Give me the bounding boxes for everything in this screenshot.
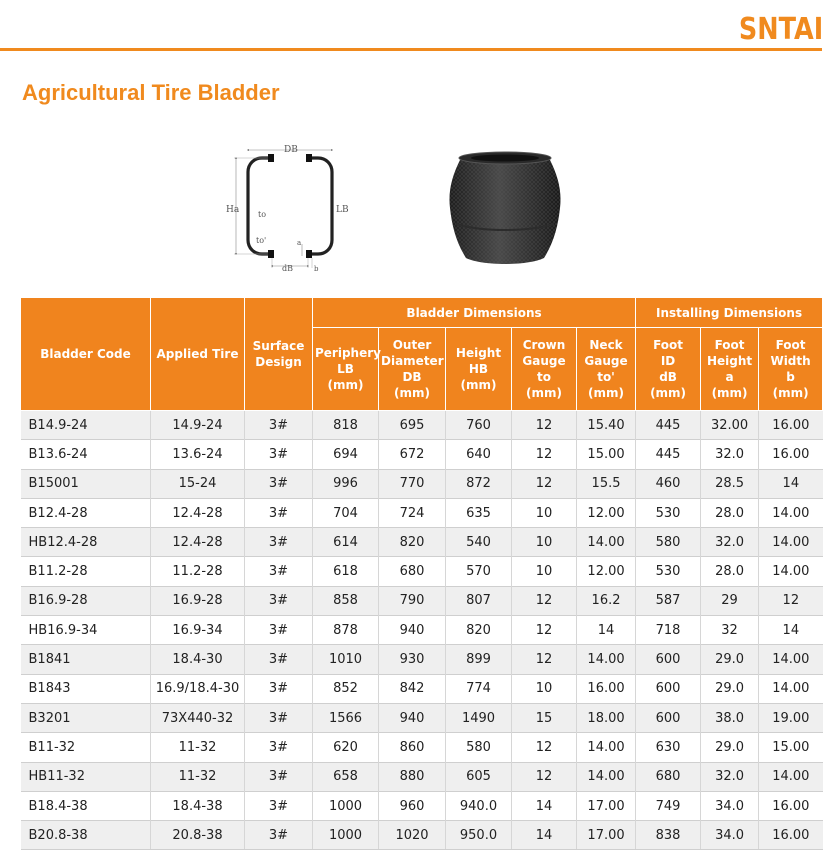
cell-outer-diameter: 1020 <box>379 821 446 850</box>
cell-bladder-code: B1843 <box>21 674 151 703</box>
bladder-product-image <box>442 146 568 272</box>
cell-neck-gauge: 15.40 <box>577 411 636 440</box>
cell-foot-id: 838 <box>636 821 701 850</box>
col-foot-height: Foot Height a (mm) <box>701 328 759 411</box>
cell-applied-tire: 16.9-34 <box>151 616 245 645</box>
cell-foot-id: 680 <box>636 762 701 791</box>
group-installing-dimensions: Installing Dimensions <box>636 298 823 328</box>
col-foot-id: Foot ID dB (mm) <box>636 328 701 411</box>
cell-periphery: 1000 <box>313 791 379 820</box>
cell-foot-width: 16.00 <box>759 821 823 850</box>
cell-applied-tire: 11-32 <box>151 762 245 791</box>
table-row <box>21 469 823 498</box>
cell-periphery: 996 <box>313 469 379 498</box>
cell-crown-gauge: 12 <box>512 645 577 674</box>
cell-foot-id: 600 <box>636 645 701 674</box>
cell-outer-diameter: 940 <box>379 703 446 732</box>
cell-outer-diameter: 680 <box>379 557 446 586</box>
col-applied-tire: Applied Tire <box>151 298 245 411</box>
cell-foot-width: 14 <box>759 469 823 498</box>
cell-surface-design: 3# <box>245 528 313 557</box>
cell-foot-height: 34.0 <box>701 791 759 820</box>
cell-foot-id: 749 <box>636 791 701 820</box>
label-db-bottom: dB <box>282 264 293 272</box>
cell-applied-tire: 15-24 <box>151 469 245 498</box>
cell-bladder-code: B3201 <box>21 703 151 732</box>
cell-crown-gauge: 14 <box>512 791 577 820</box>
cell-height: 774 <box>446 674 512 703</box>
cell-foot-height: 29.0 <box>701 674 759 703</box>
cell-neck-gauge: 14.00 <box>577 645 636 674</box>
cell-bladder-code: B16.9-28 <box>21 586 151 615</box>
cell-applied-tire: 18.4-38 <box>151 791 245 820</box>
cell-crown-gauge: 12 <box>512 586 577 615</box>
cell-height: 635 <box>446 498 512 527</box>
cell-bladder-code: B20.8-38 <box>21 821 151 850</box>
cell-outer-diameter: 695 <box>379 411 446 440</box>
table-row <box>21 616 823 645</box>
cell-height: 807 <box>446 586 512 615</box>
cell-surface-design: 3# <box>245 557 313 586</box>
cell-crown-gauge: 10 <box>512 674 577 703</box>
table-row <box>21 762 823 791</box>
cell-neck-gauge: 14.00 <box>577 762 636 791</box>
cell-foot-width: 12 <box>759 586 823 615</box>
cell-neck-gauge: 17.00 <box>577 791 636 820</box>
group-bladder-dimensions: Bladder Dimensions <box>313 298 636 328</box>
cell-neck-gauge: 14 <box>577 616 636 645</box>
label-a: a <box>297 239 302 247</box>
cell-foot-width: 14.00 <box>759 645 823 674</box>
label-to: to <box>258 210 267 219</box>
table-row <box>21 440 823 469</box>
cell-foot-width: 16.00 <box>759 440 823 469</box>
cell-height: 570 <box>446 557 512 586</box>
cell-neck-gauge: 18.00 <box>577 703 636 732</box>
cell-foot-height: 28.0 <box>701 557 759 586</box>
cell-height: 760 <box>446 411 512 440</box>
cell-crown-gauge: 12 <box>512 616 577 645</box>
cell-periphery: 1010 <box>313 645 379 674</box>
cell-crown-gauge: 10 <box>512 528 577 557</box>
cell-crown-gauge: 10 <box>512 557 577 586</box>
cell-bladder-code: HB16.9-34 <box>21 616 151 645</box>
cell-crown-gauge: 12 <box>512 733 577 762</box>
cell-bladder-code: B1841 <box>21 645 151 674</box>
cell-neck-gauge: 15.5 <box>577 469 636 498</box>
cell-surface-design: 3# <box>245 616 313 645</box>
cell-foot-id: 587 <box>636 586 701 615</box>
cell-periphery: 658 <box>313 762 379 791</box>
table-row <box>21 528 823 557</box>
cell-periphery: 858 <box>313 586 379 615</box>
cell-foot-id: 460 <box>636 469 701 498</box>
cell-foot-width: 16.00 <box>759 791 823 820</box>
cell-foot-id: 445 <box>636 440 701 469</box>
cell-surface-design: 3# <box>245 498 313 527</box>
cell-applied-tire: 73X440-32 <box>151 703 245 732</box>
cell-applied-tire: 11-32 <box>151 733 245 762</box>
cell-neck-gauge: 16.00 <box>577 674 636 703</box>
cell-outer-diameter: 820 <box>379 528 446 557</box>
cell-periphery: 614 <box>313 528 379 557</box>
cell-bladder-code: B13.6-24 <box>21 440 151 469</box>
cell-foot-height: 29.0 <box>701 733 759 762</box>
cell-neck-gauge: 16.2 <box>577 586 636 615</box>
table-row <box>21 557 823 586</box>
cell-foot-width: 14.00 <box>759 528 823 557</box>
cell-foot-id: 718 <box>636 616 701 645</box>
cell-neck-gauge: 17.00 <box>577 821 636 850</box>
col-height: Height HB (mm) <box>446 328 512 411</box>
cell-bladder-code: B15001 <box>21 469 151 498</box>
cell-foot-height: 32.0 <box>701 528 759 557</box>
cell-foot-height: 28.0 <box>701 498 759 527</box>
cell-outer-diameter: 770 <box>379 469 446 498</box>
cell-periphery: 618 <box>313 557 379 586</box>
cell-outer-diameter: 842 <box>379 674 446 703</box>
cell-periphery: 878 <box>313 616 379 645</box>
brand-logo: SNTAI <box>738 12 823 47</box>
cell-neck-gauge: 12.00 <box>577 498 636 527</box>
cell-surface-design: 3# <box>245 674 313 703</box>
table-row <box>21 674 823 703</box>
cell-crown-gauge: 10 <box>512 498 577 527</box>
cell-foot-id: 600 <box>636 703 701 732</box>
cell-surface-design: 3# <box>245 762 313 791</box>
cell-surface-design: 3# <box>245 586 313 615</box>
cell-neck-gauge: 12.00 <box>577 557 636 586</box>
cell-foot-width: 15.00 <box>759 733 823 762</box>
cell-surface-design: 3# <box>245 411 313 440</box>
col-periphery: Periphery LB (mm) <box>313 328 379 411</box>
cell-bladder-code: B12.4-28 <box>21 498 151 527</box>
table-row <box>21 411 823 440</box>
cell-height: 640 <box>446 440 512 469</box>
cell-foot-id: 630 <box>636 733 701 762</box>
cell-height: 872 <box>446 469 512 498</box>
cell-periphery: 852 <box>313 674 379 703</box>
cell-foot-width: 14.00 <box>759 557 823 586</box>
cell-height: 580 <box>446 733 512 762</box>
cell-height: 950.0 <box>446 821 512 850</box>
cell-neck-gauge: 14.00 <box>577 733 636 762</box>
cell-applied-tire: 13.6-24 <box>151 440 245 469</box>
cell-foot-id: 580 <box>636 528 701 557</box>
page-title: Agricultural Tire Bladder <box>22 80 280 105</box>
cell-applied-tire: 18.4-30 <box>151 645 245 674</box>
cell-surface-design: 3# <box>245 821 313 850</box>
cell-crown-gauge: 12 <box>512 440 577 469</box>
col-foot-width: Foot Width b (mm) <box>759 328 823 411</box>
cell-crown-gauge: 12 <box>512 762 577 791</box>
cell-outer-diameter: 940 <box>379 616 446 645</box>
cell-foot-width: 14.00 <box>759 498 823 527</box>
cell-foot-height: 32 <box>701 616 759 645</box>
cell-bladder-code: HB12.4-28 <box>21 528 151 557</box>
cell-surface-design: 3# <box>245 469 313 498</box>
cell-periphery: 694 <box>313 440 379 469</box>
cell-bladder-code: B11-32 <box>21 733 151 762</box>
cell-outer-diameter: 930 <box>379 645 446 674</box>
cell-applied-tire: 11.2-28 <box>151 557 245 586</box>
cell-foot-height: 29 <box>701 586 759 615</box>
label-db-top: DB <box>284 145 298 155</box>
cell-applied-tire: 16.9-28 <box>151 586 245 615</box>
label-b: b <box>314 265 319 272</box>
cell-periphery: 620 <box>313 733 379 762</box>
cell-crown-gauge: 12 <box>512 469 577 498</box>
cell-applied-tire: 14.9-24 <box>151 411 245 440</box>
cell-height: 1490 <box>446 703 512 732</box>
table-row <box>21 733 823 762</box>
cell-periphery: 704 <box>313 498 379 527</box>
cell-bladder-code: B14.9-24 <box>21 411 151 440</box>
cell-crown-gauge: 12 <box>512 411 577 440</box>
table-row <box>21 645 823 674</box>
cell-height: 820 <box>446 616 512 645</box>
cell-applied-tire: 12.4-28 <box>151 528 245 557</box>
cell-periphery: 1000 <box>313 821 379 850</box>
cell-height: 899 <box>446 645 512 674</box>
cell-foot-id: 530 <box>636 557 701 586</box>
cell-foot-height: 29.0 <box>701 645 759 674</box>
cell-surface-design: 3# <box>245 440 313 469</box>
cell-outer-diameter: 724 <box>379 498 446 527</box>
spec-table-body <box>21 411 823 850</box>
cell-applied-tire: 20.8-38 <box>151 821 245 850</box>
cell-surface-design: 3# <box>245 645 313 674</box>
cell-crown-gauge: 15 <box>512 703 577 732</box>
cell-height: 940.0 <box>446 791 512 820</box>
table-row <box>21 703 823 732</box>
cell-foot-height: 38.0 <box>701 703 759 732</box>
cell-bladder-code: B11.2-28 <box>21 557 151 586</box>
cell-foot-height: 34.0 <box>701 821 759 850</box>
cell-foot-width: 16.00 <box>759 411 823 440</box>
col-outer-diameter: Outer Diameter DB (mm) <box>379 328 446 411</box>
cell-surface-design: 3# <box>245 791 313 820</box>
cell-foot-width: 19.00 <box>759 703 823 732</box>
col-surface-design: Surface Design <box>245 298 313 411</box>
cell-bladder-code: HB11-32 <box>21 762 151 791</box>
cell-periphery: 1566 <box>313 703 379 732</box>
cell-neck-gauge: 14.00 <box>577 528 636 557</box>
cell-crown-gauge: 14 <box>512 821 577 850</box>
cell-height: 605 <box>446 762 512 791</box>
col-bladder-code: Bladder Code <box>21 298 151 411</box>
cell-foot-width: 14.00 <box>759 762 823 791</box>
label-to-prime: to' <box>256 236 267 245</box>
cell-height: 540 <box>446 528 512 557</box>
cell-foot-height: 32.0 <box>701 762 759 791</box>
cell-outer-diameter: 960 <box>379 791 446 820</box>
bladder-spec-table <box>20 297 823 850</box>
cell-outer-diameter: 860 <box>379 733 446 762</box>
cell-foot-width: 14.00 <box>759 674 823 703</box>
cell-foot-height: 28.5 <box>701 469 759 498</box>
col-neck-gauge: Neck Gauge to' (mm) <box>577 328 636 411</box>
cell-applied-tire: 16.9/18.4-30 <box>151 674 245 703</box>
label-ha: Ha <box>226 205 240 215</box>
cell-neck-gauge: 15.00 <box>577 440 636 469</box>
cell-outer-diameter: 672 <box>379 440 446 469</box>
cell-foot-height: 32.00 <box>701 411 759 440</box>
cell-foot-width: 14 <box>759 616 823 645</box>
table-row <box>21 498 823 527</box>
col-crown-gauge: Crown Gauge to (mm) <box>512 328 577 411</box>
table-row <box>21 791 823 820</box>
bladder-cross-section-diagram <box>222 140 356 272</box>
cell-foot-id: 530 <box>636 498 701 527</box>
label-lb: LB <box>336 205 349 215</box>
cell-foot-id: 600 <box>636 674 701 703</box>
cell-bladder-code: B18.4-38 <box>21 791 151 820</box>
header-divider <box>0 48 822 51</box>
cell-outer-diameter: 790 <box>379 586 446 615</box>
table-row <box>21 821 823 850</box>
cell-surface-design: 3# <box>245 733 313 762</box>
cell-foot-height: 32.0 <box>701 440 759 469</box>
cell-surface-design: 3# <box>245 703 313 732</box>
cell-outer-diameter: 880 <box>379 762 446 791</box>
cell-foot-id: 445 <box>636 411 701 440</box>
table-row <box>21 586 823 615</box>
cell-applied-tire: 12.4-28 <box>151 498 245 527</box>
cell-periphery: 818 <box>313 411 379 440</box>
